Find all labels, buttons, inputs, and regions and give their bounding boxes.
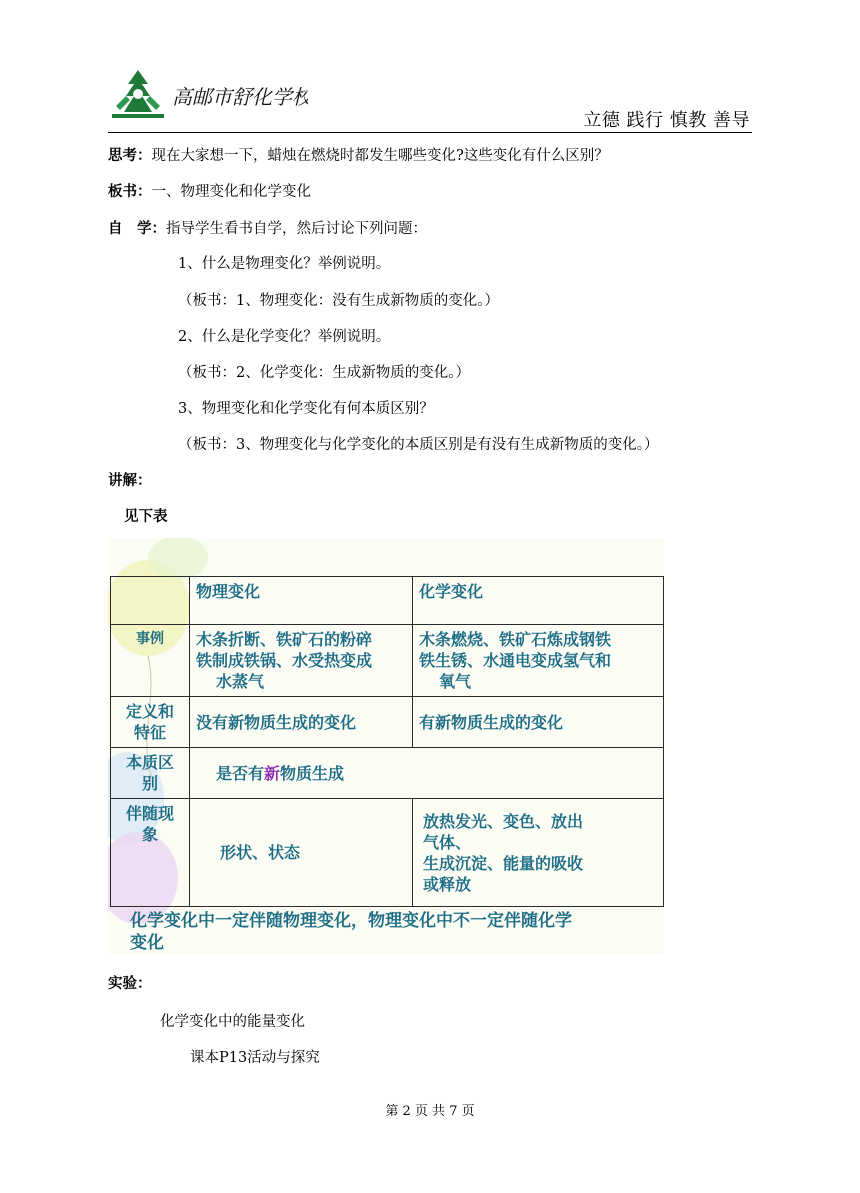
row-essence bbox=[111, 748, 190, 799]
board-label: 板书： bbox=[108, 183, 152, 200]
self-study-line bbox=[108, 217, 427, 238]
essence-highlight: 新 bbox=[264, 763, 281, 783]
table-row bbox=[111, 748, 664, 799]
accompany-physical: 形状、状态 bbox=[190, 799, 413, 907]
example-chemical bbox=[413, 625, 664, 697]
experiment-item-2: 课本P13活动与探究 bbox=[190, 1050, 320, 1066]
school-logo bbox=[108, 66, 308, 122]
board-text: 一、物理变化和化学变化 bbox=[151, 184, 311, 200]
think-text: 现在大家想一下，蜡烛在燃烧时都发生哪些变化?这些变化有什么区别？ bbox=[151, 148, 609, 164]
question-2: 2、什么是化学变化？举例说明。 bbox=[178, 329, 391, 345]
row-essence-line: 别 bbox=[141, 774, 158, 793]
table-row bbox=[111, 625, 664, 697]
col-physical: 物理变化 bbox=[190, 577, 413, 625]
example-chemical-line: 铁生锈、水通电变成氢气和 bbox=[419, 651, 612, 670]
row-accompany bbox=[111, 799, 190, 907]
school-emblem-icon bbox=[108, 66, 308, 122]
page-number: 第 2 页 共 7 页 bbox=[385, 1104, 475, 1119]
question-1: 1、什么是物理变化？举例说明。 bbox=[178, 256, 391, 272]
think-label: 思考： bbox=[108, 147, 152, 164]
example-chemical-line: 木条燃烧、铁矿石炼成钢铁 bbox=[419, 630, 612, 649]
explain-label: 讲解： bbox=[108, 472, 152, 489]
conclusion-line: 变化 bbox=[130, 933, 164, 953]
row-accompany-line: 象 bbox=[141, 825, 158, 844]
table-row bbox=[111, 799, 664, 907]
header-divider bbox=[108, 132, 752, 133]
essence-text: 是否有 bbox=[216, 763, 265, 783]
row-definition bbox=[111, 697, 190, 748]
accompany-chemical-line: 放热发光、变色、放出 bbox=[423, 811, 584, 831]
experiment-item-1: 化学变化中的能量变化 bbox=[160, 1014, 305, 1030]
row-example: 事例 bbox=[111, 625, 190, 697]
answer-2: （板书：2、化学变化：生成新物质的变化。） bbox=[178, 365, 470, 381]
comparison-table bbox=[110, 576, 664, 907]
answer-1: （板书：1、物理变化：没有生成新物质的变化。） bbox=[178, 293, 499, 309]
school-motto: 立德 践行 慎教 善导 bbox=[583, 110, 750, 131]
example-chemical-line: 氧气 bbox=[439, 672, 472, 691]
table-header-row bbox=[111, 577, 664, 625]
accompany-chemical-line: 或释放 bbox=[423, 874, 472, 894]
row-definition-line: 定义和 bbox=[125, 702, 174, 721]
page-header bbox=[108, 66, 752, 134]
self-study-label: 自 学： bbox=[108, 220, 166, 237]
school-name: 高邮市舒化学校 bbox=[172, 85, 308, 109]
example-physical-line: 水蒸气 bbox=[216, 672, 265, 691]
self-study-text: 指导学生看书自学，然后讨论下列问题： bbox=[166, 221, 427, 237]
experiment-label: 实验： bbox=[108, 975, 152, 992]
accompany-chemical bbox=[413, 799, 664, 907]
conclusion-line: 化学变化中一定伴随物理变化，物理变化中不一定伴随化学 bbox=[130, 911, 572, 931]
board-line bbox=[108, 180, 311, 201]
row-accompany-line: 伴随现 bbox=[125, 804, 174, 823]
col-chemical: 化学变化 bbox=[413, 577, 664, 625]
think-line bbox=[108, 144, 609, 165]
row-essence-line: 本质区 bbox=[125, 753, 174, 772]
definition-physical: 没有新物质生成的变化 bbox=[190, 697, 413, 748]
accompany-chemical-line: 生成沉淀、能量的吸收 bbox=[423, 853, 584, 873]
see-table-text: 见下表 bbox=[124, 508, 168, 525]
essence-cell bbox=[190, 748, 664, 799]
question-3: 3、物理变化和化学变化有何本质区别？ bbox=[178, 401, 434, 417]
example-physical-line: 木条折断、铁矿石的粉碎 bbox=[196, 630, 373, 649]
corner-cell bbox=[111, 577, 190, 625]
slide-conclusion bbox=[130, 910, 650, 954]
essence-text: 物质生成 bbox=[280, 763, 345, 783]
example-physical-line: 铁制成铁锅、水受热变成 bbox=[196, 651, 373, 670]
row-definition-line: 特征 bbox=[133, 723, 166, 742]
example-physical bbox=[190, 625, 413, 697]
table-row bbox=[111, 697, 664, 748]
accompany-chemical-line: 气体、 bbox=[423, 832, 472, 852]
definition-chemical: 有新物质生成的变化 bbox=[413, 697, 664, 748]
comparison-slide bbox=[108, 538, 664, 954]
answer-3: （板书：3、物理变化与化学变化的本质区别是有没有生成新物质的变化。） bbox=[178, 437, 659, 453]
